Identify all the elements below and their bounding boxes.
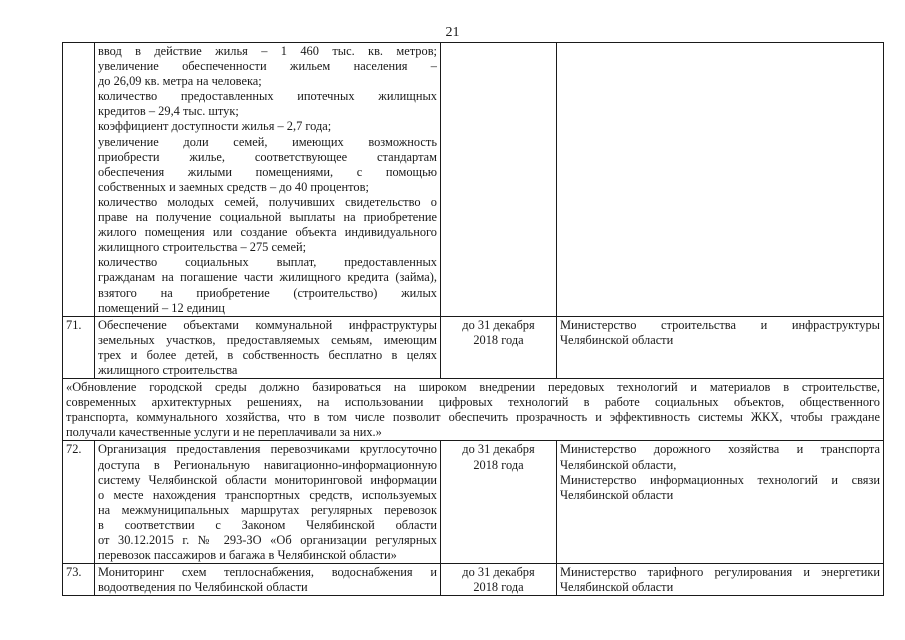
measures-table [62, 42, 884, 596]
text-line: Челябинской области [560, 487, 674, 502]
deadline-cell [441, 43, 557, 317]
text-line: собственных и заемных средств – до 40 процентов; [98, 179, 369, 194]
text-line: праве на получение социальной выплаты на приобретение [98, 210, 437, 225]
quote-line: получали качественные услуги и не переплачивали за них.» [66, 425, 382, 440]
text-line: количество предоставленных ипотечных жилищных [98, 89, 437, 104]
table-row-continuation [63, 43, 884, 317]
text-line: ввод в действие жилья – 1 460 тыс. кв. метров; [98, 44, 437, 58]
responsible-cell [557, 564, 884, 596]
text-line: Челябинской области [560, 580, 674, 595]
text-line: Министерство строительства и инфраструктуры [560, 317, 880, 332]
text-line: Челябинской области [560, 332, 674, 347]
section-quote-cell [63, 379, 884, 441]
text-line: увеличение доли семей, имеющих возможность [98, 134, 437, 149]
text-line: Мониторинг схем теплоснабжения, водоснабжения и [98, 565, 437, 580]
deadline-cell [441, 564, 557, 596]
text-line: помещений – 12 единиц [98, 300, 225, 315]
responsible-cell [557, 43, 884, 317]
text-line: гражданам на погашение части жилищного кредита (займа), [98, 270, 437, 285]
text-line: Министерство дорожного хозяйства и транспорта [560, 442, 880, 457]
deadline-line: 2018 года [473, 457, 524, 472]
text-line: до 26,09 кв. метра на человека; [98, 74, 262, 89]
responsible-cell [557, 316, 884, 378]
measure-cell [95, 316, 441, 378]
quote-line: «Обновление городской среды должно базироваться на широком внедрении передовых технологий и материалов в строительстве, [66, 380, 880, 395]
text-line: в соответствии с Законом Челябинской области [98, 517, 437, 532]
text-line: обеспечения жилыми помещениями, с помощью [98, 164, 437, 179]
text-line: кредитов – 29,4 тыс. штук; [98, 104, 239, 119]
text-line: Обеспечение объектами коммунальной инфраструктуры [98, 317, 437, 332]
deadline-line: до 31 декабря [462, 317, 535, 332]
indicators-cell [95, 43, 441, 317]
text-line: систему Челябинской области мониторинговой информации [98, 472, 437, 487]
quote-line: транспорта, коммунального хозяйства, что в том числе позволит обеспечить прозрачность и эффективность системы ЖКХ, чтобы граждане [66, 410, 880, 425]
table-row-72 [63, 441, 884, 564]
text-line: трех и более детей, в собственность бесплатно в целях [98, 347, 437, 362]
text-line: взятого на приобретение (строительство) жилых [98, 285, 437, 300]
text-line: на межмуниципальных маршрутах регулярных перевозок [98, 502, 437, 517]
text-line: жилого помещения или создание объекта индивидуального [98, 225, 437, 240]
text-line: жилищного строительства – 275 семей; [98, 240, 307, 255]
deadline-line: до 31 декабря [462, 565, 535, 580]
text-line: Организация предоставления перевозчиками круглосуточно [98, 442, 437, 457]
text-line: количество молодых семей, получивших свидетельство о [98, 194, 437, 209]
text-line: от 30.12.2015 г. № 293-ЗО «Об организации регулярных [98, 533, 437, 547]
row-number-cell: 71. [63, 316, 95, 378]
row-number-cell: 72. [63, 441, 95, 564]
measure-cell [95, 564, 441, 596]
page-number: 21 [445, 25, 460, 40]
text-line: перевозок пассажиров и багажа в Челябинской области» [98, 548, 397, 563]
section-quote-row [63, 379, 884, 441]
text-line: Министерство информационных технологий и связи [560, 472, 880, 487]
text-line: увеличение обеспеченности жильем населения – [98, 59, 437, 74]
text-line: количество социальных выплат, предоставленных [98, 255, 437, 270]
text-line: земельных участков, предоставляемых семьям, имеющим [98, 332, 437, 347]
deadline-line: до 31 декабря [462, 442, 535, 457]
deadline-cell [441, 316, 557, 378]
text-line: доступа в Региональную навигационно-информационную [98, 457, 437, 472]
quote-line: современных архитектурных решениях, на использовании цифровых технологий в работе социальных объектов, общественного [66, 395, 880, 410]
responsible-cell [557, 441, 884, 564]
table-row-71 [63, 316, 884, 378]
row-number-cell: 73. [63, 564, 95, 596]
deadline-cell [441, 441, 557, 564]
deadline-line: 2018 года [473, 332, 524, 347]
text-line: водоотведения по Челябинской области [98, 580, 308, 595]
deadline-line: 2018 года [473, 580, 524, 595]
text-line: Челябинской области, [560, 457, 677, 472]
measure-cell [95, 441, 441, 564]
text-line: Министерство тарифного регулирования и энергетики [560, 565, 880, 580]
text-line: коэффициент доступности жилья – 2,7 года; [98, 119, 332, 134]
text-line: жилищного строительства [98, 362, 238, 377]
row-number-cell [63, 43, 95, 317]
text-line: приобрести жилье, соответствующее стандартам [98, 149, 437, 164]
text-line: о месте нахождения транспортных средств, используемых [98, 487, 437, 502]
table-row-73 [63, 564, 884, 596]
